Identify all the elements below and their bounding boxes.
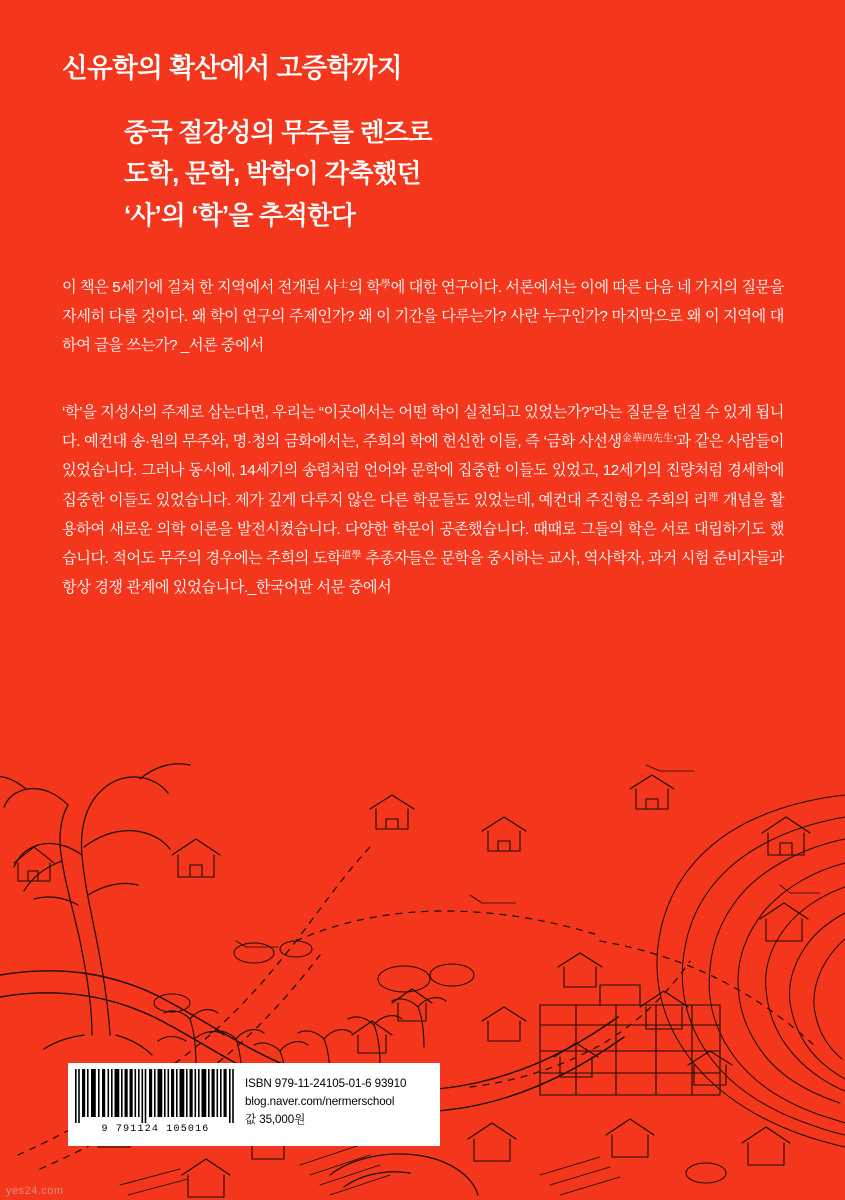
site-watermark: yes24.com (6, 1185, 64, 1197)
barcode-digits: 9 791124 105016 (101, 1124, 210, 1135)
headline-primary: 신유학의 확산에서 고증학까지 (62, 53, 403, 83)
barcode-bars-svg (75, 1069, 235, 1123)
para2-hanja-li: 理 (707, 492, 719, 504)
publisher-url[interactable]: blog.naver.com/nermerschool (245, 1094, 395, 1108)
para2-text-a: ‘학’을 지성사의 주제로 삼는다면, 우리는 “이곳에서는 어떤 학이 실천되고 있었는가?”라는 질문을 던질 수 있게 됩니다. 예컨대 송·원의 무주와, 명·청의 금화에서는, 주희의 학에 헌신한 이들, 즉 ‘금화 사선생 (62, 404, 784, 451)
para2-text-c: 개념을 활용하여 새로운 의학 이론을 발전시켰습니다. 다양한 학문이 공존했습니다. 때때로 그들의 학은 서로 대립하기도 했습니다. 적어도 무주의 경우에는 주희의 도학 (62, 491, 784, 567)
para1-text-a: 이 책은 5세기에 걸쳐 한 지역에서 전개된 사 (62, 279, 339, 296)
headline-secondary-line-2: 도학, 문학, 박학이 각축했던 (124, 160, 421, 189)
para2-hanja-four-masters: 金華四先生 (621, 433, 674, 445)
headline-secondary-line-3: ‘사’의 ‘학’을 추적한다 (124, 201, 356, 230)
para2-text-b: ’과 같은 사람들이 있었습니다. 그러나 동시에, 14세기의 송렴처럼 언어와 문학에 집중한 이들도 있었고, 12세기의 진량처럼 경세학에 집중한 이들도 있었습니다. 제가 깊게 다루지 않은 다른 학문들도 있었는데, 예컨대 주진형은 주희의 리 (62, 433, 785, 509)
headline-secondary (124, 113, 432, 237)
para2-text-d: 추종자들은 문학을 중시하는 교사, 역사학자, 과거 시험 준비자들과 항상 경쟁 관계에 있었습니다._한국어판 서문 중에서 (62, 549, 784, 597)
price-line: 값 35,000원 (245, 1112, 306, 1126)
excerpt-paragraph-intro (62, 273, 784, 361)
para1-text-c: 에 대한 연구이다. 서론에서는 이에 따른 다음 네 가지의 질문을 자세히 다룰 것이다. 왜 학이 연구의 주제인가? 왜 이 기간을 다루는가? 사란 누구인가? 마지막으로 왜 이 지역에 대하여 글을 쓰는가? _서론 중에서 (62, 279, 785, 355)
para1-hanja-sa: 士 (338, 279, 349, 291)
barcode-graphic (68, 1063, 241, 1146)
barcode-block (68, 1063, 440, 1146)
isbn-line: ISBN 979-11-24105-01-6 93910 (245, 1077, 407, 1090)
barcode-text-block (241, 1063, 440, 1146)
para2-hanja-dohak: 道學 (341, 550, 362, 562)
headline-secondary-line-1: 중국 절강성의 무주를 렌즈로 (124, 119, 432, 147)
excerpt-paragraph-preface (62, 398, 784, 602)
para1-hanja-hak: 學 (380, 279, 391, 291)
para1-text-b: 의 학 (348, 279, 381, 296)
